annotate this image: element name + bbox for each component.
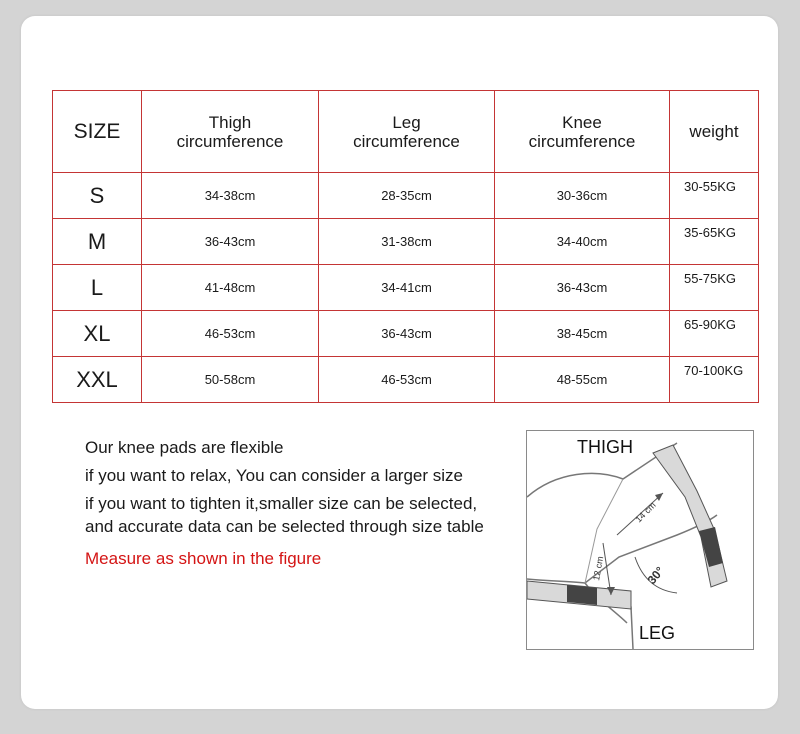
cell-leg: 36-43cm <box>319 311 495 357</box>
cell-knee: 48-55cm <box>495 357 670 403</box>
cell-thigh: 41-48cm <box>142 265 319 311</box>
table-row <box>53 311 759 357</box>
cell-knee: 34-40cm <box>495 219 670 265</box>
size-table <box>52 90 759 403</box>
cell-thigh: 50-58cm <box>142 357 319 403</box>
header-knee-line1: Knee <box>562 112 602 132</box>
header-size: SIZE <box>53 91 142 173</box>
header-leg-line1: Leg <box>392 112 421 132</box>
cell-thigh: 46-53cm <box>142 311 319 357</box>
cell-weight: 70-100KG <box>670 357 759 403</box>
header-weight: weight <box>670 91 759 173</box>
cell-size: L <box>53 265 142 311</box>
cell-size: S <box>53 173 142 219</box>
shin-outline <box>585 479 623 583</box>
header-thigh-line1: Thigh <box>208 112 252 132</box>
cell-thigh: 36-43cm <box>142 219 319 265</box>
cell-weight: 65-90KG <box>670 311 759 357</box>
cell-leg: 28-35cm <box>319 173 495 219</box>
cell-knee: 30-36cm <box>495 173 670 219</box>
header-thigh <box>142 91 319 173</box>
lower-measure-label: 12 cm <box>591 555 606 582</box>
table-row <box>53 265 759 311</box>
cell-leg: 31-38cm <box>319 219 495 265</box>
cell-weight: 30-55KG <box>670 173 759 219</box>
angle-label: 30° <box>644 564 667 587</box>
cell-size: XXL <box>53 357 142 403</box>
cell-thigh: 34-38cm <box>142 173 319 219</box>
cell-size: XL <box>53 311 142 357</box>
cell-weight: 55-75KG <box>670 265 759 311</box>
cell-leg: 34-41cm <box>319 265 495 311</box>
knee-illustration <box>527 431 753 649</box>
thigh-label: THIGH <box>577 437 633 457</box>
note-flexible: Our knee pads are flexible <box>85 438 284 457</box>
note-tighten: if you want to tighten it,smaller size can be selected, and accurate data can be selected through size table <box>85 494 484 536</box>
header-leg <box>319 91 495 173</box>
cell-leg: 46-53cm <box>319 357 495 403</box>
header-leg-line2: circumference <box>353 131 460 151</box>
knee-measurement-diagram <box>526 430 754 650</box>
note-measure: Measure as shown in the figure <box>85 549 322 568</box>
header-knee-line2: circumference <box>528 131 636 151</box>
table-row <box>53 219 759 265</box>
cell-knee: 36-43cm <box>495 265 670 311</box>
cell-knee: 38-45cm <box>495 311 670 357</box>
cell-weight: 35-65KG <box>670 219 759 265</box>
table-header-row <box>53 91 759 173</box>
leg-label: LEG <box>639 623 676 643</box>
leg-tape-dark <box>567 585 597 605</box>
cell-size: M <box>53 219 142 265</box>
note-relax: if you want to relax, You can consider a larger size <box>85 466 463 485</box>
header-thigh-line2: circumference <box>176 131 284 151</box>
leg-outline-back <box>527 515 717 583</box>
size-notes <box>85 436 505 575</box>
table-row <box>53 357 759 403</box>
header-knee <box>495 91 670 173</box>
table-row <box>53 173 759 219</box>
upper-measure-label: 14 cm <box>633 500 658 525</box>
